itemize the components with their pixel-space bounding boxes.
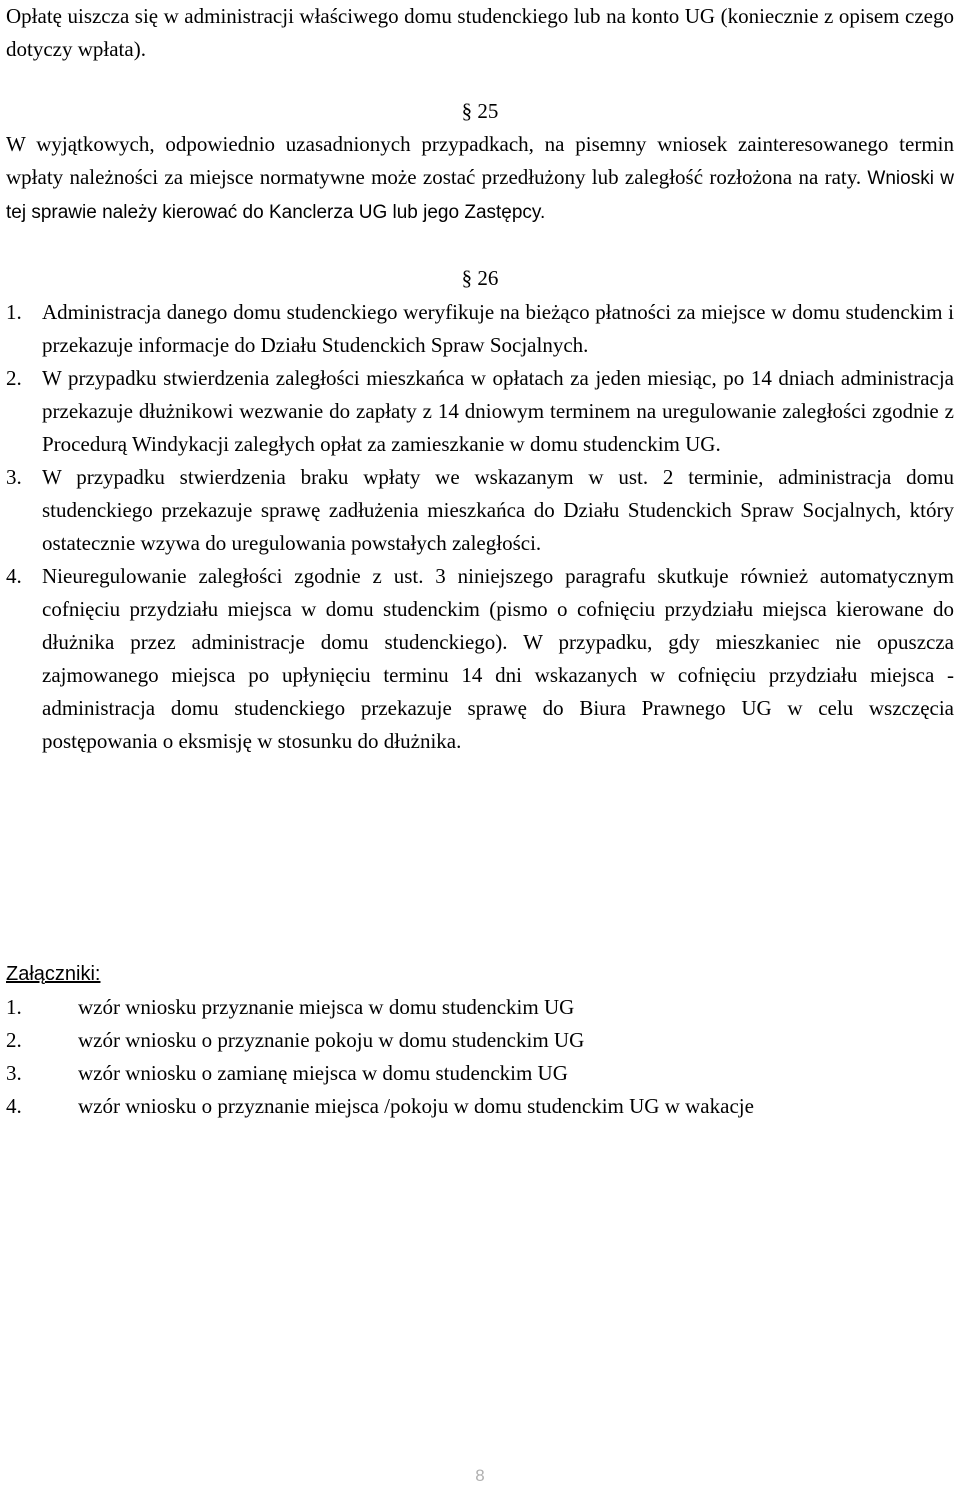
section-26-heading (0, 262, 960, 295)
section-26-item-3 (6, 461, 954, 560)
list-item-text: wzór wniosku o zamianę miejsca w domu studenckim UG (78, 1061, 568, 1085)
attachments-list (6, 991, 954, 1123)
list-item-number: 3. (6, 465, 22, 489)
list-item-number: 2. (6, 1028, 22, 1052)
attachment-item-2 (6, 1024, 954, 1057)
section-25-text-part1: W wyjątkowych, odpowiednio uzasadnionych przypadkach, na pisemny wniosek zainteresowanego termin wpłaty należności za miejsce normatywne może zostać przedłużony lub zaległość rozłożona na raty. (6, 132, 954, 189)
list-item-number: 1. (6, 300, 22, 324)
attachments-section (6, 958, 954, 1123)
list-item-text: wzór wniosku o przyznanie pokoju w domu studenckim UG (78, 1028, 585, 1052)
attachments-title: Załączniki: (6, 963, 101, 985)
section-26-heading-text: § 26 (461, 266, 499, 290)
section-25-heading-text: § 25 (461, 99, 499, 123)
section-26-item-2 (6, 362, 954, 461)
list-item-text: wzór wniosku przyznanie miejsca w domu studenckim UG (78, 995, 575, 1019)
section-25-paragraph (6, 128, 954, 229)
attachment-item-1 (6, 991, 954, 1024)
list-item-number: 2. (6, 366, 22, 390)
section-25-text-part2: Wnioski w tej sprawie należy kierować do Kanclerza UG lub jego Zastępcy. (6, 168, 954, 223)
attachment-item-3 (6, 1057, 954, 1090)
section-25-heading (0, 95, 960, 128)
list-item-text: Nieuregulowanie zaległości zgodnie z ust. 3 niniejszego paragrafu skutkuje również automatycznym cofnięciu przydziału miejsca w domu studenckim (pismo o cofnięciu przydziału miejsca kierowane do dłużnika przez administracje domu studenckiego). W przypadku, gdy mieszkaniec nie opuszcza zajmowanego miejsca po upłynięciu terminu 14 dni wskazanych w cofnięciu przydziału miejsca - administracja domu studenckiego przekazuje sprawę do Biura Prawnego UG w celu wszczęcia postępowania o eksmisję w stosunku do dłużnika. (42, 564, 954, 753)
list-item-text: W przypadku stwierdzenia zaległości mieszkańca w opłatach za jeden miesiąc, po 14 dniach administracja przekazuje dłużnikowi wezwanie do zapłaty z 14 dniowym terminem na uregulowanie zaległości zgodnie z Procedurą Windykacji zaległych opłat za zamieszkanie w domu studenckim UG. (42, 366, 954, 456)
list-item-text: Administracja danego domu studenckiego weryfikuje na bieżąco płatności za miejsce w domu studenckim i przekazuje informacje do Działu Studenckich Spraw Socjalnych. (42, 300, 954, 357)
attachment-item-4 (6, 1090, 954, 1123)
intro-paragraph: Opłatę uiszcza się w administracji właściwego domu studenckiego lub na konto UG (koniecznie z opisem czego dotyczy wpłata). (6, 4, 954, 61)
list-item-number: 1. (6, 995, 22, 1019)
list-item-number: 3. (6, 1061, 22, 1085)
section-26-list (6, 296, 954, 758)
page-number: 8 (475, 1466, 485, 1485)
list-item-number: 4. (6, 564, 22, 588)
section-26-item-4 (6, 560, 954, 758)
list-item-text: wzór wniosku o przyznanie miejsca /pokoju w domu studenckim UG w wakacje (78, 1094, 754, 1118)
list-item-text: W przypadku stwierdzenia braku wpłaty we wskazanym w ust. 2 terminie, administracja domu studenckiego przekazuje sprawę zadłużenia mieszkańca do Działu Studenckich Spraw Socjalnych, który ostatecznie wzywa do uregulowania powstałych zaległości. (42, 465, 954, 555)
section-26-item-1 (6, 296, 954, 362)
list-item-number: 4. (6, 1094, 22, 1118)
